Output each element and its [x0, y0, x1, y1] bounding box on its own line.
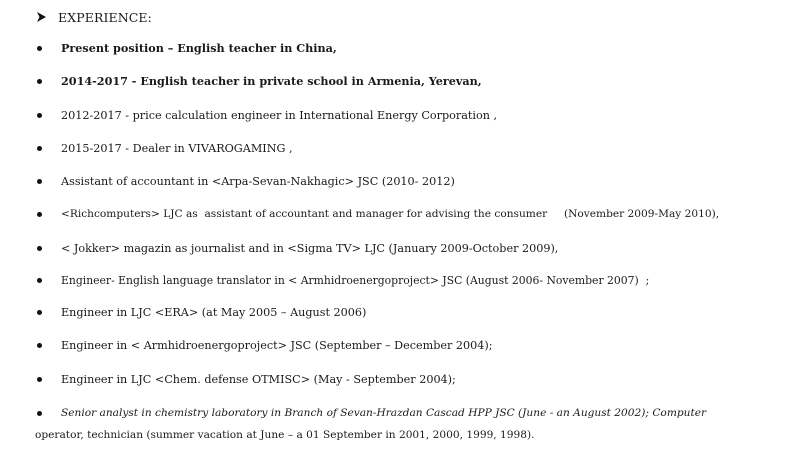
round-bullet-icon: [37, 79, 42, 84]
list-item: [37, 203, 719, 225]
list-item: [37, 334, 493, 356]
list-item-text: Engineer- English language translator in < Armhidroenergoproject> JSC (August 2006- November 2007) ;: [61, 273, 650, 287]
experience-heading: [37, 7, 152, 27]
round-bullet-icon: [37, 146, 42, 151]
list-item: [37, 70, 482, 92]
round-bullet-icon: [37, 46, 42, 51]
list-item: [37, 170, 455, 192]
round-bullet-icon: [37, 278, 42, 283]
list-item-text: 2014-2017 - English teacher in private school in Armenia, Yerevan,: [61, 74, 482, 88]
list-item-wrapped: [37, 402, 797, 446]
list-item: [37, 237, 558, 259]
round-bullet-icon: [37, 411, 42, 416]
list-item-text: 2015-2017 - Dealer in VIVAROGAMING ,: [61, 141, 293, 155]
list-item: [37, 301, 366, 323]
list-item: [37, 137, 293, 159]
list-item-text: Assistant of accountant in <Arpa-Sevan-Nakhagic> JSC (2010- 2012): [61, 174, 455, 188]
round-bullet-icon: [37, 179, 42, 184]
list-item-text: <Richcomputers> LJC as assistant of accountant and manager for advising the consumer (November 2009-May 2010),: [61, 208, 720, 220]
list-item-text: Engineer in < Armhidroenergoproject> JSC (September – December 2004);: [61, 338, 493, 352]
round-bullet-icon: [37, 113, 42, 118]
list-item: [37, 368, 456, 390]
list-item-text: Engineer in LJC <ERA> (at May 2005 – August 2006): [61, 305, 367, 319]
round-bullet-icon: [37, 377, 42, 382]
round-bullet-icon: [37, 212, 42, 217]
list-item-text: Senior analyst in chemistry laboratory in Branch of Sevan-Hrazdan Cascad HPP JSC (June - an August 2002); Computer: [61, 407, 707, 419]
list-item-continuation: operator, technician (summer vacation at June – a 01 September in 2001, 2000, 1999, 1998).: [35, 429, 535, 441]
arrowhead-bullet-icon: [37, 12, 46, 22]
list-item-text: < Jokker> magazin as journalist and in <Sigma TV> LJC (January 2009-October 2009),: [61, 241, 559, 255]
list-item: [37, 269, 649, 291]
list-item: [37, 37, 337, 59]
list-item-line: [37, 402, 797, 424]
round-bullet-icon: [37, 310, 42, 315]
list-item: [37, 104, 497, 126]
round-bullet-icon: [37, 343, 42, 348]
experience-heading-label: EXPERIENCE:: [58, 9, 152, 25]
list-item-text: Engineer in LJC <Chem. defense OTMISC> (May - September 2004);: [61, 372, 456, 386]
list-item-text: Present position – English teacher in China,: [61, 41, 337, 55]
round-bullet-icon: [37, 246, 42, 251]
list-item-text: 2012-2017 - price calculation engineer in International Energy Corporation ,: [61, 108, 498, 122]
